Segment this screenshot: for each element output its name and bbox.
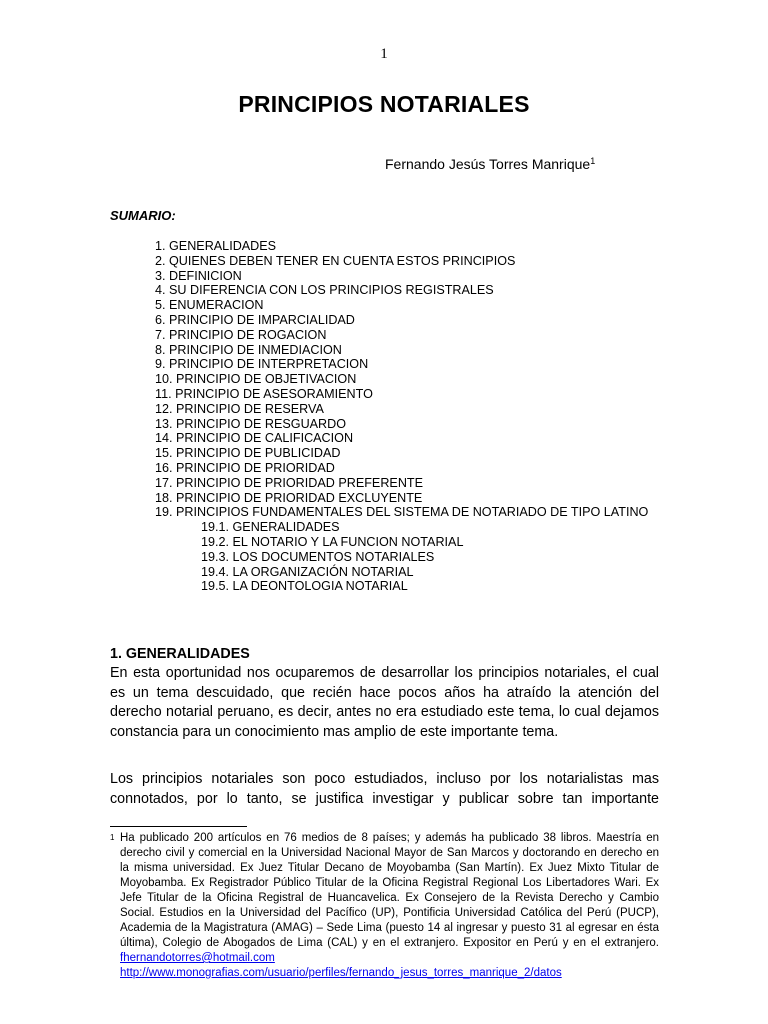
toc-subitem: 19.5. LA DEONTOLOGIA NOTARIAL	[201, 579, 408, 594]
footnote-mark: 1	[110, 833, 115, 842]
toc-item: 14. PRINCIPIO DE CALIFICACION	[155, 431, 354, 446]
body-paragraph: En esta oportunidad nos ocuparemos de desarrollar los principios notariales, el cual es un tema descuidado, que recién hace pocos años ha atraído la atención del derecho notarial peruano, es decir, antes no era estudiado este tema, lo cual dejamos constancia para un conocimiento mas amplio de este importante tema.	[110, 665, 659, 741]
toc-item: 9. PRINCIPIO DE INTERPRETACION	[155, 357, 369, 372]
toc-item: 11. PRINCIPIO DE ASESORAMIENTO	[155, 386, 373, 401]
body-paragraph: Los principios notariales son poco estudiados, incluso por los notarialistas mas connotados, por lo tanto, se justifica investigar y publicar sobre tan importante	[110, 771, 659, 807]
toc-item: 7. PRINCIPIO DE ROGACION	[155, 327, 327, 342]
toc-item: 16. PRINCIPIO DE PRIORIDAD	[155, 460, 335, 475]
document-title: PRINCIPIOS NOTARIALES	[238, 91, 530, 117]
table-of-contents	[155, 239, 659, 594]
section-heading: 1. GENERALIDADES	[110, 646, 250, 662]
toc-subitem: 19.3. LOS DOCUMENTOS NOTARIALES	[201, 549, 435, 564]
toc-item: 10. PRINCIPIO DE OBJETIVACION	[155, 372, 357, 387]
toc-item: 8. PRINCIPIO DE INMEDIACION	[155, 342, 342, 357]
page-number: 1	[380, 46, 388, 62]
author-footnote-ref[interactable]: 1	[590, 156, 596, 166]
footnote-body	[110, 831, 659, 966]
toc-item: 4. SU DIFERENCIA CON LOS PRINCIPIOS REGISTRALES	[155, 283, 494, 298]
toc-item: 13. PRINCIPIO DE RESGUARDO	[155, 416, 347, 431]
toc-item: 15. PRINCIPIO DE PUBLICIDAD	[155, 446, 341, 461]
footnote-url-link[interactable]: http://www.monografias.com/usuario/perfiles/fernando_jesus_torres_manrique_2/datos	[120, 967, 562, 979]
author-name: Fernando Jesús Torres Manrique	[385, 156, 591, 172]
toc-subitem: 19.4. LA ORGANIZACIÓN NOTARIAL	[201, 564, 414, 579]
footnote-text: Ha publicado 200 artículos en 76 medios de 8 países; y además ha publicado 38 libros. Maestría en derecho civil y comercial en la Universidad Nacional Mayor de San Marcos y doctorando en derecho en la misma universidad. Ex Juez Titular Decano de Moyobamba (San Martín). Ex Juez Mixto Titular de Moyobamba. Ex Registrador Público Titular de la Oficina Registral Regional Los Libertadores Wari. Ex Jefe Titular de la Oficina Registral de Huancavelica. Ex Consejero de la Revista Derecho y Cambio Social. Estudios en la Universidad del Pacífico (UP), Pontificia Universidad Católica del Perú (PUCP), Academia de la Magistratura (AMAG) – Sede Lima (puesto 14 al ingresar y puesto 31 al egresar en ésta última), Colegio de Abogados de Lima (CAL) y en el extranjero. Expositor en Perú y en el extranjero.	[120, 832, 659, 949]
toc-item: 1. GENERALIDADES	[155, 239, 277, 253]
toc-subitem: 19.1. GENERALIDADES	[201, 520, 340, 535]
summary-label: SUMARIO:	[110, 208, 176, 223]
author-line	[385, 156, 595, 172]
toc-item: 18. PRINCIPIO DE PRIORIDAD EXCLUYENTE	[155, 490, 423, 505]
toc-item: 5. ENUMERACION	[155, 298, 264, 313]
footnote	[110, 831, 659, 981]
toc-item: 17. PRINCIPIO DE PRIORIDAD PREFERENTE	[155, 475, 424, 490]
toc-item: 2. QUIENES DEBEN TENER EN CUENTA ESTOS PRINCIPIOS	[155, 253, 516, 268]
toc-subitem: 19.2. EL NOTARIO Y LA FUNCION NOTARIAL	[201, 534, 464, 549]
toc-item: 6. PRINCIPIO DE IMPARCIALIDAD	[155, 312, 355, 327]
footnote-email-link[interactable]: fhernandotorres@hotmail.com	[120, 952, 275, 964]
toc-item: 19. PRINCIPIOS FUNDAMENTALES DEL SISTEMA DE NOTARIADO DE TIPO LATINO	[155, 505, 649, 520]
toc-item: 12. PRINCIPIO DE RESERVA	[155, 401, 324, 416]
footnote-separator	[110, 826, 247, 827]
toc-item: 3. DEFINICION	[155, 268, 242, 283]
